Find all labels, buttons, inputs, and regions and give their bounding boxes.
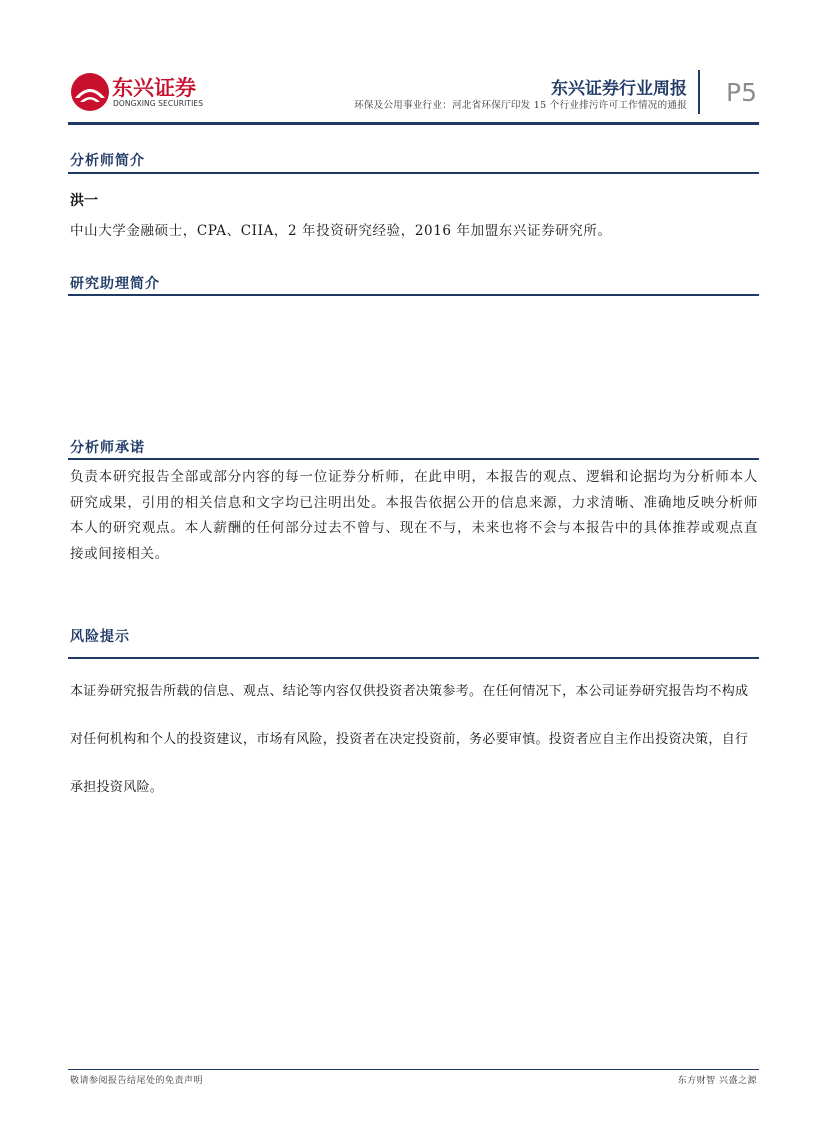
risk-notice-text: 本证券研究报告所载的信息、观点、结论等内容仅供投资者决策参考。在任何情况下，本公司证券研究报告均不构成对任何机构和个人的投资建议，市场有风险，投资者在决定投资前，务必要审慎。投资者应自主作出投资决策，自行承担投资风险。 (70, 684, 749, 795)
logo-text-en: DONGXING SECURITIES (113, 99, 204, 108)
report-subtitle: 环保及公用事业行业：河北省环保厅印发 15 个行业排污许可工作情况的通报 (354, 100, 687, 111)
logo-text: 东兴证券 (112, 76, 196, 100)
header-divider (698, 70, 700, 114)
report-title: 东兴证券行业周报 (551, 79, 687, 99)
analyst-name: 洪一 (70, 193, 98, 209)
section-title-analyst-intro: 分析师简介 (70, 153, 145, 169)
section-rule (68, 657, 759, 659)
logo-emblem-icon (70, 72, 110, 112)
section-title-analyst-commitment: 分析师承诺 (70, 440, 145, 456)
footer-rule (68, 1069, 759, 1070)
footer-disclaimer-note: 敬请参阅报告结尾处的免责声明 (70, 1076, 204, 1086)
section-rule (68, 294, 759, 296)
analyst-bio: 中山大学金融硕士，CPA、CIIA，2 年投资研究经验，2016 年加盟东兴证券研究所。 (70, 223, 612, 239)
page-number: P5 (726, 78, 757, 107)
section-title-risk-notice: 风险提示 (70, 629, 130, 645)
commitment-text: 负责本研究报告全部或部分内容的每一位证券分析师，在此申明，本报告的观点、逻辑和论据均为分析师本人研究成果，引用的相关信息和文字均已注明出处。本报告依据公开的信息来源，力求清晰、准确地反映分析师本人的研究观点。本人薪酬的任何部分过去不曾与、现在不与，未来也将不会与本报告中的具体推荐或观点直接或间接相关。 (70, 469, 758, 562)
footer-slogan: 东方财智 兴盛之源 (677, 1076, 757, 1086)
header-rule (68, 122, 759, 125)
section-rule (68, 458, 759, 460)
company-logo (70, 70, 210, 114)
section-title-assistant-intro: 研究助理简介 (70, 276, 160, 292)
section-rule (68, 172, 759, 174)
